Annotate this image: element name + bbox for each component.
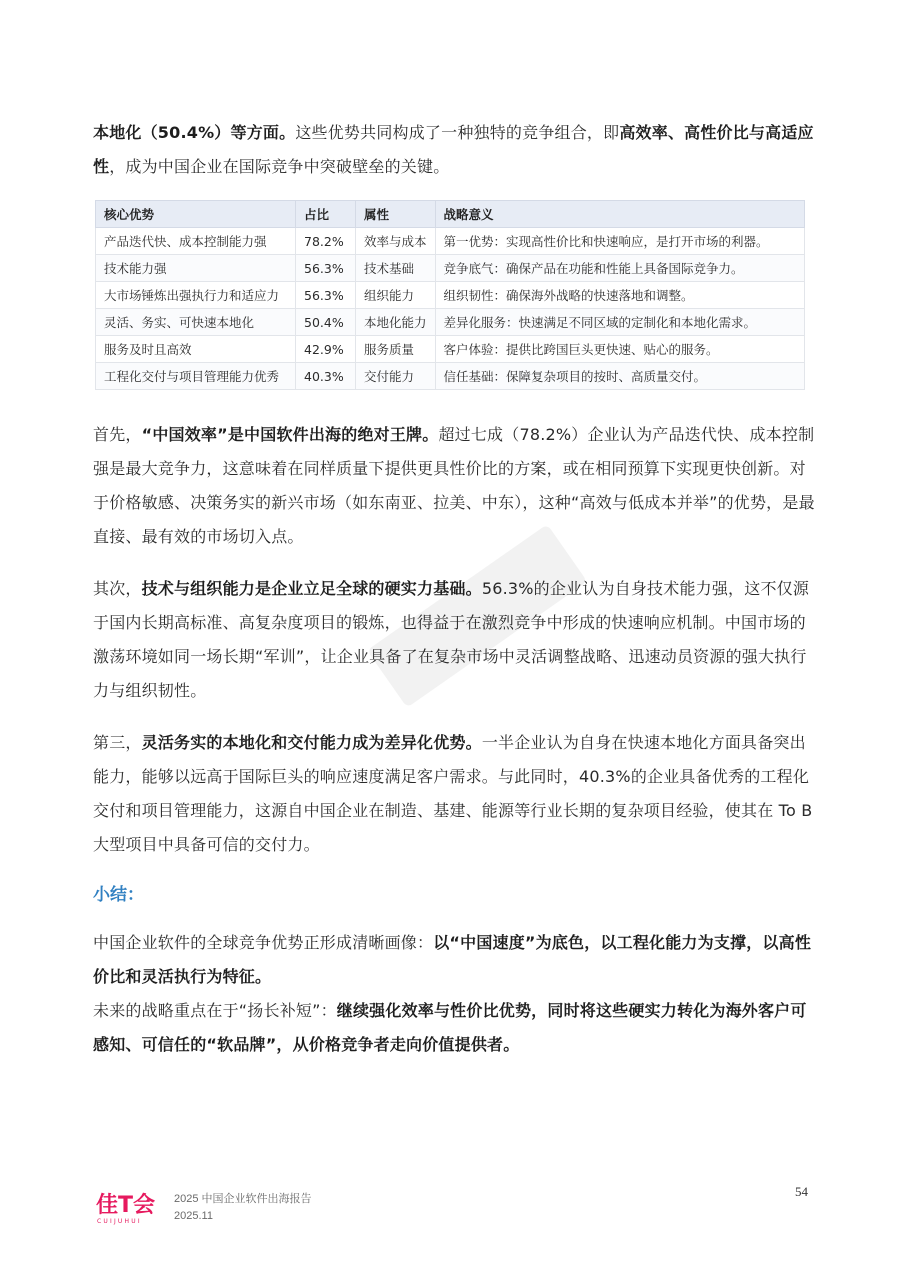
summary-paragraph-1 <box>93 926 815 994</box>
page-number: 54 <box>795 1184 808 1199</box>
cell-advantage: 灵活、务实、可快速本地化 <box>96 309 296 336</box>
summary-heading: 小结： <box>93 885 144 905</box>
intro-paragraph <box>93 116 815 184</box>
paragraph-third <box>93 726 815 862</box>
p3-text-1: 第三， <box>93 733 142 752</box>
p1-text-2: 超过七成（78.2%）企业认为产品迭代快、成本控制强是最大竞争力，这意味着在同样质量下提供更具性价比的方案，或在相同预算下实现更快创新。对于价格敏感、决策务实的新兴市场（如东南亚、拉美、中东），这种“高效与低成本并举”的优势，是最直接、最有效的市场切入点。 <box>93 425 815 546</box>
header-share: 占比 <box>296 201 356 228</box>
cell-attribute: 服务质量 <box>356 336 436 363</box>
cell-share: 56.3% <box>296 282 356 309</box>
p3-bold: 灵活务实的本地化和交付能力成为差异化优势。 <box>141 733 482 752</box>
table-row <box>96 363 805 390</box>
summary-paragraph-2 <box>93 994 815 1062</box>
intro-text-1: 这些优势共同构成了一种独特的竞争组合，即 <box>295 123 620 142</box>
table-row <box>96 228 805 255</box>
cell-share: 40.3% <box>296 363 356 390</box>
header-core-advantage: 核心优势 <box>96 201 296 228</box>
cell-advantage: 技术能力强 <box>96 255 296 282</box>
p2-text-2: 56.3%的企业认为自身技术能力强，这不仅源于国内长期高标准、高复杂度项目的锻炼，也得益于在激烈竞争中形成的快速响应机制。中国市场的激荡环境如同一场长期“军训”，让企业具备了在复杂市场中灵活调整战略、迅速动员资源的强大执行力与组织韧性。 <box>93 579 810 700</box>
intro-bold-2: 高效率、高性价比与高适应性 <box>93 123 814 176</box>
logo-subtext: CUIJUHUI <box>97 1218 142 1225</box>
table-row <box>96 336 805 363</box>
cell-attribute: 技术基础 <box>356 255 436 282</box>
table-header-row <box>96 201 805 228</box>
s1-bold: 以“中国速度”为底色，以工程化能力为支撑，以高性价比和灵活执行为特征。 <box>93 933 812 986</box>
intro-bold-1: 本地化（50.4%）等方面。 <box>93 123 296 142</box>
table-row <box>96 255 805 282</box>
cell-share: 42.9% <box>296 336 356 363</box>
cell-advantage: 工程化交付与项目管理能力优秀 <box>96 363 296 390</box>
cell-share: 50.4% <box>296 309 356 336</box>
cell-attribute: 交付能力 <box>356 363 436 390</box>
cell-meaning: 差异化服务：快速满足不同区域的定制化和本地化需求。 <box>435 309 804 336</box>
header-strategic-meaning: 战略意义 <box>435 201 804 228</box>
cell-attribute: 组织能力 <box>356 282 436 309</box>
cell-advantage: 大市场锤炼出强执行力和适应力 <box>96 282 296 309</box>
cell-advantage: 产品迭代快、成本控制能力强 <box>96 228 296 255</box>
table-row <box>96 282 805 309</box>
p2-bold: 技术与组织能力是企业立足全球的硬实力基础。 <box>141 579 482 598</box>
p2-text-1: 其次， <box>93 579 142 598</box>
table-row <box>96 309 805 336</box>
cell-share: 78.2% <box>296 228 356 255</box>
cell-meaning: 竞争底气：确保产品在功能和性能上具备国际竞争力。 <box>435 255 804 282</box>
intro-text-2: ，成为中国企业在国际竞争中突破壁垒的关键。 <box>109 157 450 176</box>
core-advantages-table <box>95 200 805 390</box>
cell-meaning: 第一优势：实现高性价比和快速响应，是打开市场的利器。 <box>435 228 804 255</box>
cell-meaning: 客户体验：提供比跨国巨头更快速、贴心的服务。 <box>435 336 804 363</box>
cell-attribute: 效率与成本 <box>356 228 436 255</box>
s1-text: 中国企业软件的全球竞争优势正形成清晰画像： <box>93 933 434 952</box>
s2-bold: 继续强化效率与性价比优势，同时将这些硬实力转化为海外客户可感知、可信任的“软品牌”，从价格竞争者走向价值提供者。 <box>93 1001 807 1054</box>
cell-advantage: 服务及时且高效 <box>96 336 296 363</box>
brand-logo-icon <box>96 1188 164 1228</box>
logo-text: 佳T会 <box>96 1193 156 1218</box>
footer-report-title: 2025 中国企业软件出海报告 <box>174 1193 312 1205</box>
cell-meaning: 信任基础：保障复杂项目的按时、高质量交付。 <box>435 363 804 390</box>
cell-share: 56.3% <box>296 255 356 282</box>
cell-meaning: 组织韧性：确保海外战略的快速落地和调整。 <box>435 282 804 309</box>
cell-attribute: 本地化能力 <box>356 309 436 336</box>
p1-bold: “中国效率”是中国软件出海的绝对王牌。 <box>141 425 439 444</box>
paragraph-second <box>93 572 815 708</box>
paragraph-first <box>93 418 815 554</box>
header-attribute: 属性 <box>356 201 436 228</box>
footer-date: 2025.11 <box>174 1210 213 1222</box>
s2-text: 未来的战略重点在于“扬长补短”： <box>93 1001 337 1020</box>
p1-text-1: 首先， <box>93 425 142 444</box>
p3-text-2: 一半企业认为自身在快速本地化方面具备突出能力，能够以远高于国际巨头的响应速度满足客户需求。与此同时，40.3%的企业具备优秀的工程化交付和项目管理能力，这源自中国企业在制造、基建、能源等行业长期的复杂项目经验，使其在 To B 大型项目中具备可信的交付力。 <box>93 733 813 854</box>
